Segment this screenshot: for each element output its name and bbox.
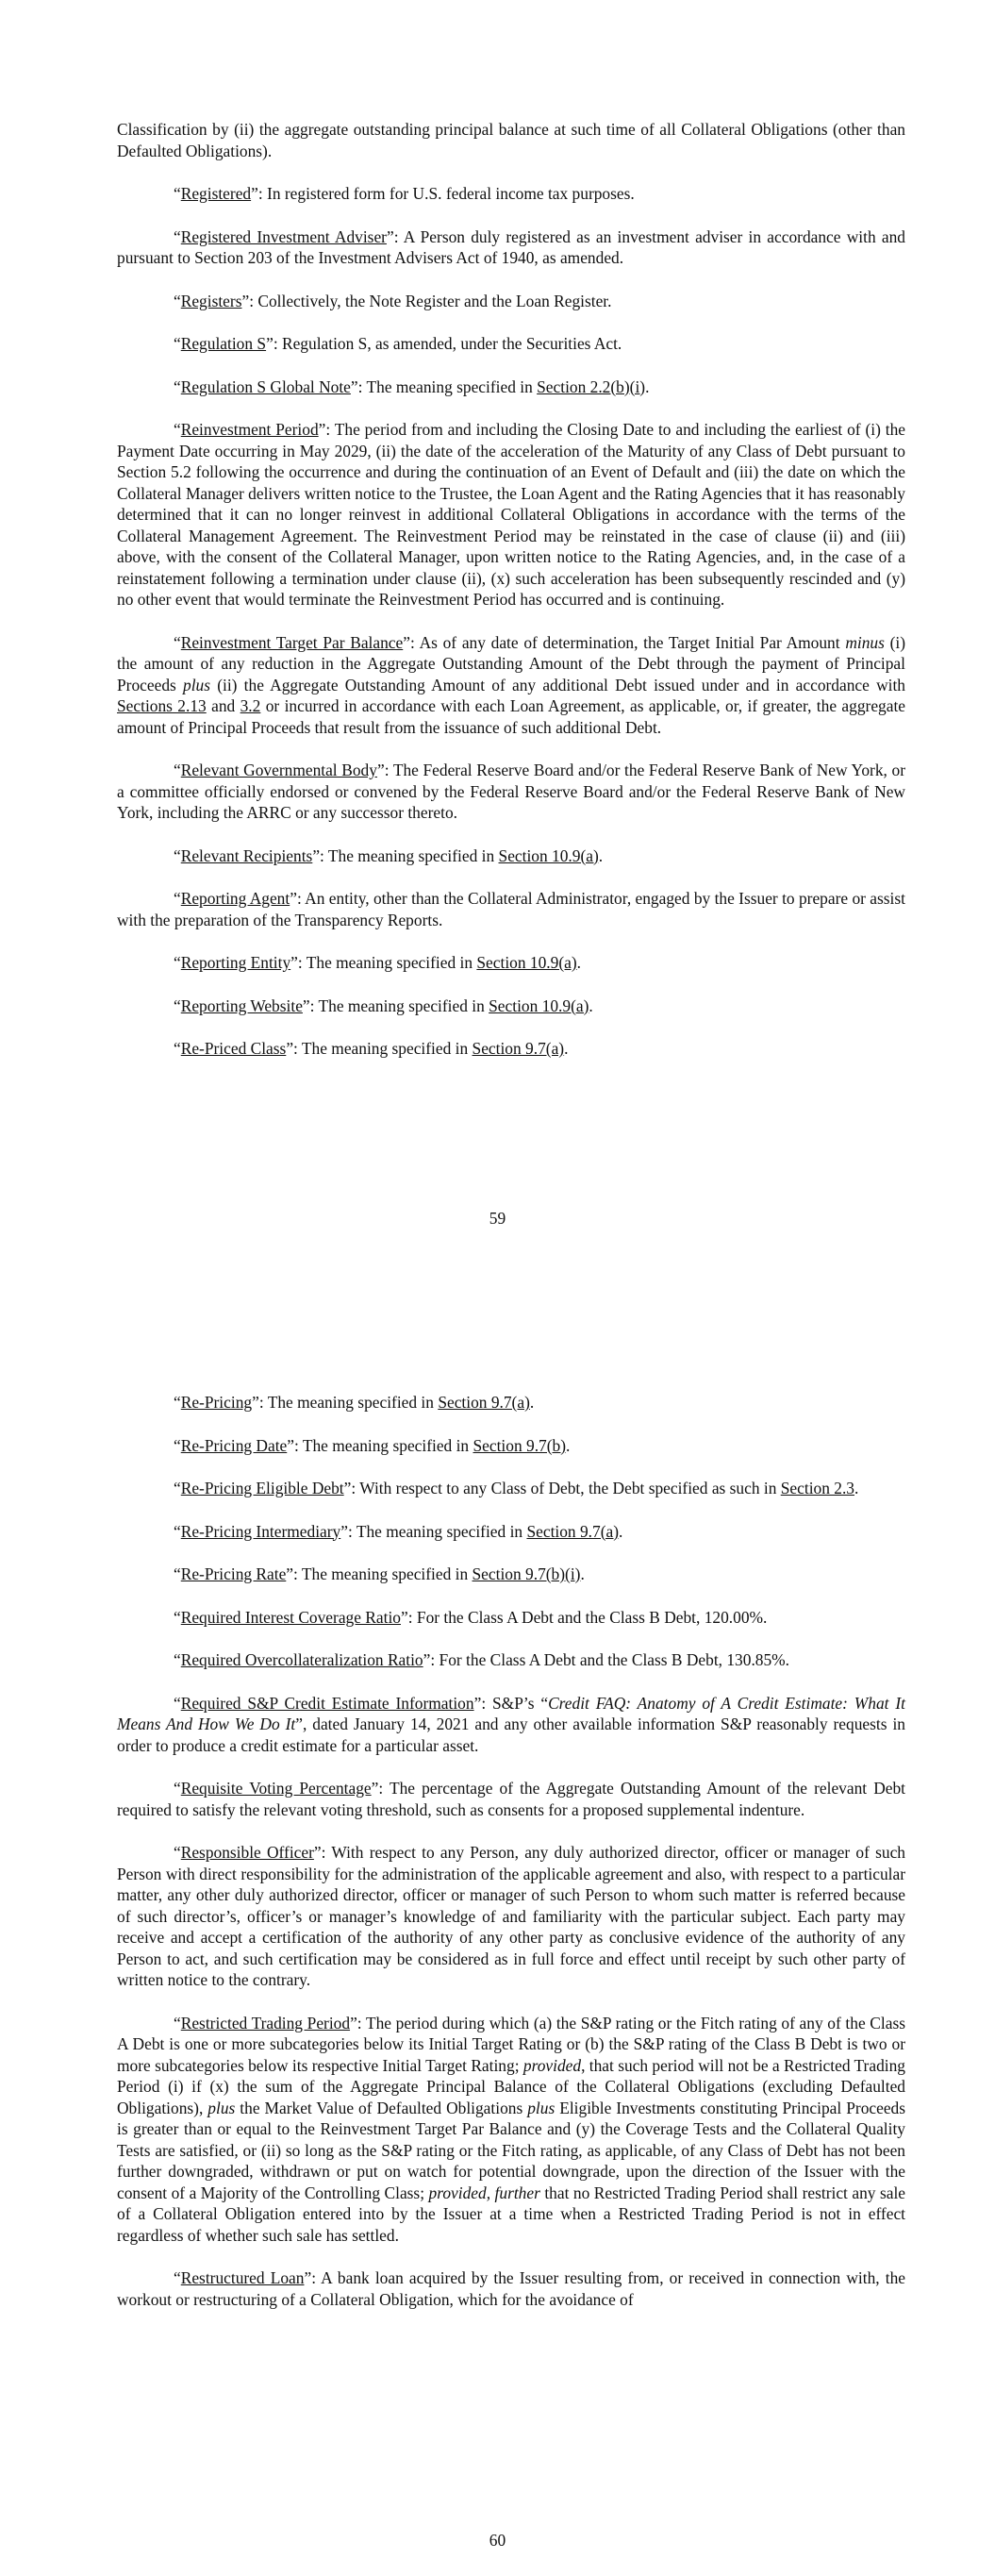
definition-reinvestment-target-par-balance: “Reinvestment Target Par Balance”: As of any date of determination, the Target Initial Par Amount minus (i) the amount of any reduction in the Aggregate Outstanding Amount of the Debt through the payment of Principal Proceeds plus (ii) the Aggregate Outstanding Amount of any additional Debt issued under and in accordance with Sections 2.13 and 3.2 or incurred in accordance with each Loan Agreement, as applicable, or, if greater, the aggregate amount of Principal Proceeds that result from the issuance of such additional Debt.: [117, 632, 906, 737]
definition-reporting-entity: “Reporting Entity”: The meaning specified in Section 10.9(a).: [174, 953, 581, 972]
section-reference: Section 9.7(a): [472, 1039, 565, 1058]
defined-term: Responsible Officer: [180, 1843, 314, 1862]
paragraph-classification-continued: Classification by (ii) the aggregate outstanding principal balance at such time of all Collateral Obligations (other than Defaulted Obligations).: [117, 120, 905, 160]
page-59: [117, 119, 905, 1081]
defined-term: Restricted Trading Period: [180, 2013, 351, 2032]
defined-term: Registers: [180, 291, 242, 310]
defined-term: Relevant Governmental Body: [180, 761, 377, 779]
section-reference: Section 9.7(b): [473, 1435, 567, 1455]
defined-term: Required Interest Coverage Ratio: [180, 1607, 401, 1627]
defined-term: Regulation S: [180, 334, 267, 353]
definition-reporting-agent: “Reporting Agent”: An entity, other than the Collateral Administrator, engaged by the Issuer to prepare or assist with the preparation of the Transparency Reports.: [117, 889, 905, 929]
definition-restructured-loan: “Restructured Loan”: A bank loan acquired by the Issuer resulting from, or received in connection with, the workout or restructuring of a Collateral Obligation, which for the avoidance of: [117, 2268, 906, 2309]
page-60: [117, 1392, 905, 2332]
definition-registered: “Registered”: In registered form for U.S. federal income tax purposes.: [174, 184, 635, 203]
section-reference: Section 2.3: [780, 1479, 854, 1497]
defined-term: Reinvestment Target Par Balance: [180, 632, 404, 652]
definition-required-overcollateralization-ratio: “Required Overcollateralization Ratio”: For the Class A Debt and the Class B Debt, 130.85%.: [174, 1650, 790, 1669]
definition-registered-investment-adviser: “Registered Investment Adviser”: A Person duly registered as an investment adviser in accordance with and pursuant to Section 203 of the Investment Advisers Act of 1940, as amended.: [117, 226, 905, 267]
defined-term: Re-Pricing Intermediary: [180, 1521, 341, 1541]
section-reference: Section 9.7(b)(i): [472, 1564, 581, 1583]
definition-requisite-voting-percentage: “Requisite Voting Percentage”: The percentage of the Aggregate Outstanding Amount of the relevant Debt required to satisfy the relevant voting threshold, such as consents for a proposed supplemental indenture.: [117, 1779, 905, 1819]
defined-term: Requisite Voting Percentage: [180, 1779, 372, 1798]
definition-restricted-trading-period: “Restricted Trading Period”: The period during which (a) the S&P rating or the Fitch rating of any of the Class A Debt is one or more subcategories below its Initial Target Rating or (b) the S&P rating of the Class B Debt is two or more subcategories below its respective Initial Target Rating; provided, that such period will not be a Restricted Trading Period (i) if (x) the sum of the Aggregate Principal Balance of the Collateral Obligations (excluding Defaulted Obligations), plus the Market Value of Defaulted Obligations plus Eligible Investments constituting Principal Proceeds is greater than or equal to the Reinvestment Target Par Balance and (y) the Coverage Tests and the Collateral Quality Tests are satisfied, or (ii) so long as the S&P rating or the Fitch rating, as applicable, of any Class of Debt has not been further downgraded, withdrawn or put on watch for potential downgrade, upon the direction of the Issuer with the consent of a Majority of the Controlling Class; provided, further that no Restricted Trading Period shall restrict any sale of a Collateral Obligation entered into by the Issuer at a time when a Restricted Trading Period is not in effect regardless of whether such sale has settled.: [117, 2013, 906, 2245]
defined-term: Required Overcollateralization Ratio: [180, 1650, 423, 1669]
defined-term: Reinvestment Period: [180, 420, 319, 439]
section-reference: Section 10.9(a): [498, 845, 599, 865]
definition-relevant-recipients: “Relevant Recipients”: The meaning specified in Section 10.9(a).: [174, 845, 604, 865]
defined-term: Re-Pricing: [180, 1393, 253, 1412]
definition-re-priced-class: “Re-Priced Class”: The meaning specified in Section 9.7(a).: [174, 1039, 569, 1058]
section-reference: Section 10.9(a): [476, 953, 577, 972]
definition-responsible-officer: “Responsible Officer”: With respect to any Person, any duly authorized director, officer or manager of such Person with direct responsibility for the administration of the applicable agreement and also, with respect to a particular matter, any other duly authorized director, officer or manager of such Person to whom such matter is referred because of such director’s, officer’s or manager’s knowledge of and familiarity with the particular subject. Each party may receive and accept a certification of the authority of any other party as conclusive evidence of the authority of any Person to act, and such certification may be considered as in full force and effect until receipt by such other party of written notice to the contrary.: [117, 1843, 905, 1989]
defined-term: Re-Priced Class: [180, 1039, 287, 1058]
section-reference: Sections 2.13: [117, 696, 207, 715]
section-reference: Section 2.2(b)(i): [537, 376, 646, 396]
section-reference: 3.2: [240, 696, 261, 715]
definition-required-interest-coverage-ratio: “Required Interest Coverage Ratio”: For the Class A Debt and the Class B Debt, 120.00%.: [174, 1607, 768, 1627]
definition-reporting-website: “Reporting Website”: The meaning specified in Section 10.9(a).: [174, 995, 593, 1015]
definition-regulation-s-global-note: “Regulation S Global Note”: The meaning specified in Section 2.2(b)(i).: [174, 376, 650, 396]
defined-term: Reporting Entity: [180, 953, 291, 972]
definition-registers: “Registers”: Collectively, the Note Register and the Loan Register.: [174, 291, 612, 310]
definition-re-pricing-rate: “Re-Pricing Rate”: The meaning specified in Section 9.7(b)(i).: [174, 1564, 585, 1583]
page-number: 60: [489, 2531, 506, 2550]
section-reference: Section 9.7(a): [526, 1521, 620, 1541]
definition-regulation-s: “Regulation S”: Regulation S, as amended, under the Securities Act.: [174, 334, 622, 353]
defined-term: Regulation S Global Note: [180, 376, 351, 396]
defined-term: Registered: [180, 184, 252, 203]
section-reference: Section 9.7(a): [438, 1393, 530, 1412]
defined-term: Reporting Website: [180, 995, 303, 1015]
defined-term: Re-Pricing Date: [180, 1435, 288, 1455]
defined-term: Restructured Loan: [180, 2268, 305, 2287]
definition-re-pricing-eligible-debt: “Re-Pricing Eligible Debt”: With respect to any Class of Debt, the Debt specified as such in Section 2.3.: [174, 1479, 859, 1497]
page-number: 59: [489, 1209, 506, 1228]
defined-term: Required S&P Credit Estimate Information: [180, 1693, 474, 1713]
defined-term: Re-Pricing Eligible Debt: [180, 1479, 344, 1497]
section-reference: Section 10.9(a): [489, 995, 589, 1015]
defined-term: Relevant Recipients: [180, 845, 313, 865]
defined-term: Reporting Agent: [180, 889, 290, 908]
definition-reinvestment-period: “Reinvestment Period”: The period from and including the Closing Date to and including the earliest of (i) the Payment Date occurring in May 2029, (ii) the date of the acceleration of the Maturity of any Class of Debt pursuant to Section 5.2 following the occurrence and during the continuation of an Event of Default and (iii) the date on which the Collateral Manager delivers written notice to the Trustee, the Loan Agent and the Rating Agencies that it has reasonably determined that it can no longer reinvest in additional Collateral Obligations in accordance with the terms of the Collateral Management Agreement. The Reinvestment Period may be reinstated in the case of clause (ii) and (iii) above, with the consent of the Collateral Manager, upon written notice to the Rating Agencies, and, in the case of a reinstatement following a termination under clause (ii), (x) such acceleration has been subsequently rescinded and (y) no other event that would terminate the Reinvestment Period has occurred and is continuing.: [117, 420, 905, 609]
defined-term: Registered Investment Adviser: [180, 226, 387, 246]
defined-term: Re-Pricing Rate: [180, 1564, 287, 1583]
definition-relevant-governmental-body: “Relevant Governmental Body”: The Federal Reserve Board and/or the Federal Reserve Bank of New York, or a committee officially endorsed or convened by the Federal Reserve Board and/or the Federal Reserve Bank of New York, including the ARRC or any successor thereto.: [117, 761, 906, 822]
definition-re-pricing-intermediary: “Re-Pricing Intermediary”: The meaning specified in Section 9.7(a).: [174, 1521, 623, 1541]
definition-required-sp-credit-estimate-information: “Required S&P Credit Estimate Information”: S&P’s “Credit FAQ: Anatomy of A Credit Estimate: What It Means And How We Do It”, dated January 14, 2021 and any other available information S&P reasonably requests in order to produce a credit estimate for a particular asset.: [117, 1693, 906, 1755]
definition-re-pricing-date: “Re-Pricing Date”: The meaning specified in Section 9.7(b).: [174, 1435, 571, 1455]
definition-re-pricing: “Re-Pricing”: The meaning specified in Section 9.7(a).: [174, 1393, 535, 1412]
